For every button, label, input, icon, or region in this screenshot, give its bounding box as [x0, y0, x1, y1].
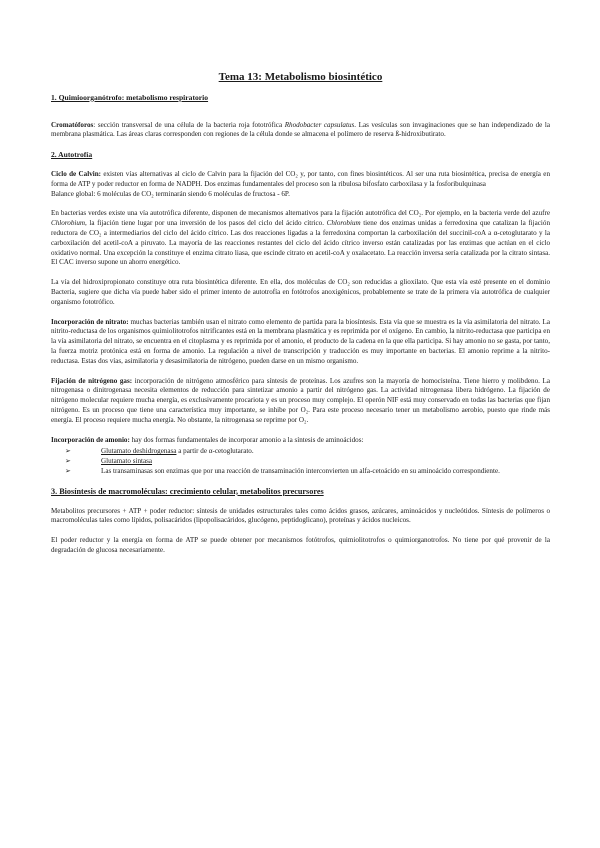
arrow-bullet-icon: ➢	[65, 466, 71, 475]
list-item: ➢ Glutamato sintasa	[65, 457, 153, 466]
paragraph-poder-reductor: El poder reductor y la energía en forma de ATP se puede obtener por mecanismos fotótrofos, quimiolitotrofos o quimiorganotrofos. No tiene por qué provenir de la degradación de glucosa necesariamente.	[51, 536, 550, 554]
paragraph-nitrogeno: Fijación de nitrógeno gas: incorporación de nitrógeno atmosférico para síntesis de proteínas. Los azufres son la mayoría de homocisteína. Tiene hierro y molibdeno. La nitrogenasa o dinitrogenasa necesita elementos de reducción para sintetizar amonio a partir del nitrógeno gas. La actividad nitrogenasa libera hidrógeno. La fijación de nitrógeno molecular requiere mucha energía, es exclusivamente procariota y es un proceso muy complejo. El operón NIF está muy conservado en todas las bacterias que fijan nitrógeno. Es un proceso que tiene una característica muy importante, se inhibe por O₂. Para este proceso necesario tener un metabolismo aerobio, puesto que rinde más energía. El proceso requiere mucha energía. No obstante, la nitrogenasa se reprime por O₂.	[51, 376, 550, 424]
section-2-heading: 2. Autotrofía	[51, 150, 93, 160]
paragraph-nitrato: Incorporación de nitrato: muchas bacterias también usan el nitrato como elemento de partida para la biosíntesis. Esta vía que se muestra es la vía asimilatoria del nitrato. La nitrito-reductasa de los organismos quimiolitotrofos nitrificantes está en la membrana plasmática y es reprimida por el oxígeno. En cambio, la nitrito-reductasa que participa en la vía asimilatoria del nitrato, se encuentra en el citoplasma y es reprimida por el amonio, el producto de la cadena en la que ella participa. Si hay amonio no se gasta, por tanto, la fuerza motriz protónica está en forma de amonio. La regulación a nivel de transcripción y traducción es muy importante en bacterias. El amonio reprime a la nitrito-reductasa. Estas dos vías, asimilatoria y desasimilatoria de nitrógeno, pueden darse en un mismo organismo.	[51, 317, 550, 365]
term-amonio: Incorporación de amonio:	[51, 435, 130, 444]
term-cromatoforos: Cromatóforos	[51, 120, 94, 129]
paragraph-hidroxipropionato: La vía del hidroxipropionato constituye otra ruta biosintética diferente. En ella, dos moléculas de CO₂ son reducidas a glioxilato. Que esta vía esté presente en el dominio Bacteria, sugiere que dicha vía puede haber sido el primer intento de autotrofía en fotótrofos anoxigénicos, probablemente se trate de la primera vía autotrófica de cualquier organismo fototrófico.	[51, 278, 550, 306]
term-nitrato: Incorporación de nitrato:	[51, 317, 129, 326]
section-3-heading: 3. Biosíntesis de macromoléculas: crecimiento celular, metabolitos precursores	[51, 486, 324, 496]
list-item: ➢ Las transaminasas son enzimas que por una reacción de transaminación interconvierten un alfa-cetoácido en su aminoácido correspondiente.	[65, 466, 500, 475]
term-calvin: Ciclo de Calvin:	[51, 169, 102, 178]
paragraph-cromatoforos: Cromatóforos: sección transversal de una célula de la bacteria roja fototrófica Rhodobacter capsulatus. Las vesículas son invaginaciones que se han independizado de la membrana plasmática. Las áreas claras corresponden con regiones de la célula donde se almacena el polímero de reserva ß-hidroxibutirato.	[51, 120, 551, 139]
paragraph-metabolitos: Metabolitos precursores + ATP + poder reductor: síntesis de unidades estructurales tales como ácidos grasos, azúcares, aminoácidos y nucleótidos. Síntesis de polímeros o macromoléculas tales como lípidos, polisacáridos (lipopolisacáridos, glucógeno, peptidoglicano), proteínas y ácidos nucleicos.	[51, 506, 550, 525]
list-item: ➢ Glutamato deshidrogenasa a partir de α-cetoglutarato.	[65, 447, 254, 456]
section-1-heading: 1. Quimioorganótrofo: metabolismo respiratorio	[51, 92, 209, 102]
page-title: Tema 13: Metabolismo biosintético	[218, 71, 383, 83]
paragraph-calvin: Ciclo de Calvin: existen vías alternativas al ciclo de Calvin para la fijación del CO₂ y, por tanto, con fines biosintéticos. Al ser una ruta biosintética, precisa de energía en forma de ATP y poder reductor en forma de NADPH. Dos enzimas fundamentales del proceso son la ribulosa bifosfato carboxilasa y la fosforibulquinasa	[51, 169, 550, 188]
arrow-bullet-icon: ➢	[65, 447, 71, 456]
term-nitrogeno: Fijación de nitrógeno gas:	[51, 376, 133, 385]
arrow-bullet-icon: ➢	[65, 457, 71, 466]
paragraph-balance: Balance global: 6 moléculas de CO₂ terminarán siendo 6 moléculas de fructosa - 6P.	[51, 189, 290, 198]
paragraph-amonio: Incorporación de amonio: hay dos formas fundamentales de incorporar amonio a la síntesis de aminoácidos:	[51, 435, 364, 444]
amonio-list	[51, 447, 550, 476]
paragraph-bacterias-verdes: En bacterias verdes existe una vía autotrófica diferente, disponen de mecanismos alternativos para la fijación autotrófica del CO₂. Por ejemplo, en la bacteria verde del azufre Chlorobium, la fijación tiene lugar por una inversión de los pasos del ciclo del ácido cítrico. Chlorobium tiene dos enzimas unidas a ferredoxina que catalizan la fijación reductora de CO₂ a intermediarios del ciclo del ácido cítrico. Las dos reacciones ligadas a la ferredoxina comportan la carboxilación del succinil-coA a α-cetoglutarato y la carboxilación del acetil-coA a piruvato. La mayoría de las reacciones restantes del ciclo del ácido cítrico inverso están catalizadas por las enzimas que actúan en el ciclo oxidativo normal. Una excepción la constituye el enzima citrato liasa, que escinde citrato en acetil-coA y oxalacetato. La reacción inversa sería catalizada por la citrato sintasa. El CAC inverso supone un ahorro energético.	[51, 209, 550, 267]
